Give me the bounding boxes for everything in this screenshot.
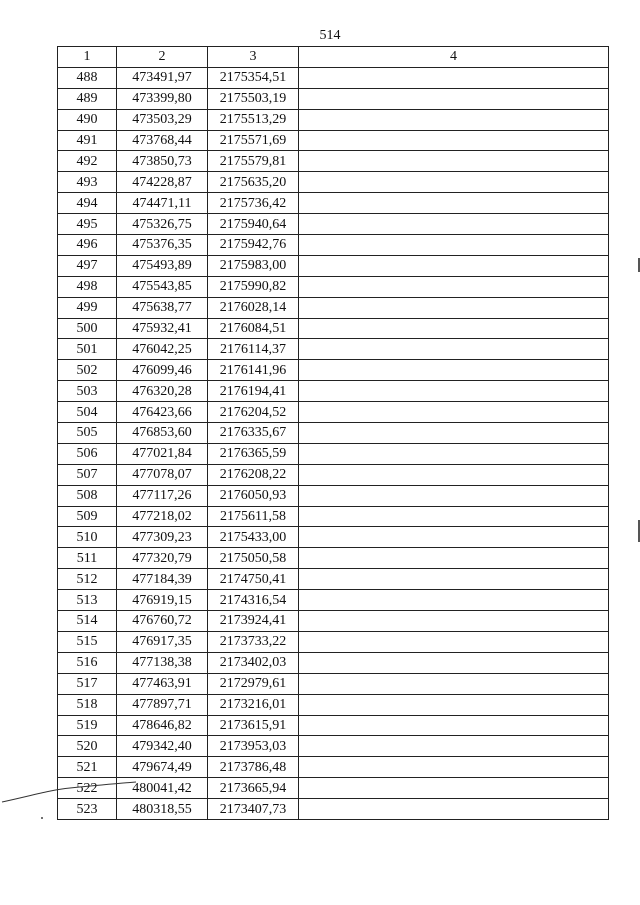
table-cell-col-4 <box>299 151 609 172</box>
table-cell-col-4 <box>299 778 609 799</box>
table-row <box>58 485 609 506</box>
table-cell-col-1: 518 <box>58 694 117 715</box>
table-cell-col-2: 475638,77 <box>117 297 208 318</box>
table-row <box>58 652 609 673</box>
table-body <box>58 67 609 819</box>
table-row <box>58 193 609 214</box>
table-cell-col-2: 476853,60 <box>117 423 208 444</box>
table-cell-col-3: 2173953,03 <box>208 736 299 757</box>
table-cell-col-4 <box>299 172 609 193</box>
table-cell-col-4 <box>299 109 609 130</box>
table-cell-col-3: 2175611,58 <box>208 506 299 527</box>
table-cell-col-2: 475376,35 <box>117 235 208 256</box>
table-cell-col-1: 502 <box>58 360 117 381</box>
table-cell-col-3: 2175571,69 <box>208 130 299 151</box>
table-row <box>58 443 609 464</box>
table-cell-col-2: 476423,66 <box>117 402 208 423</box>
table-row <box>58 527 609 548</box>
table-cell-col-3: 2176114,37 <box>208 339 299 360</box>
table-cell-col-3: 2172979,61 <box>208 673 299 694</box>
table-cell-col-4 <box>299 297 609 318</box>
table-cell-col-4 <box>299 255 609 276</box>
table-cell-col-2: 475493,89 <box>117 255 208 276</box>
table-cell-col-3: 2176204,52 <box>208 402 299 423</box>
table-cell-col-1: 488 <box>58 67 117 88</box>
table-cell-col-4 <box>299 506 609 527</box>
table-cell-col-2: 473399,80 <box>117 88 208 109</box>
table-cell-col-1: 492 <box>58 151 117 172</box>
table-cell-col-1: 508 <box>58 485 117 506</box>
table-row <box>58 757 609 778</box>
table-cell-col-4 <box>299 443 609 464</box>
table-cell-col-2: 473768,44 <box>117 130 208 151</box>
table-row <box>58 214 609 235</box>
table-row <box>58 109 609 130</box>
table-cell-col-4 <box>299 88 609 109</box>
table-cell-col-3: 2175983,00 <box>208 255 299 276</box>
table-cell-col-1: 497 <box>58 255 117 276</box>
table-cell-col-2: 476042,25 <box>117 339 208 360</box>
table-cell-col-1: 510 <box>58 527 117 548</box>
table-cell-col-1: 496 <box>58 235 117 256</box>
table-cell-col-2: 477138,38 <box>117 652 208 673</box>
table-cell-col-1: 499 <box>58 297 117 318</box>
table-cell-col-3: 2176194,41 <box>208 381 299 402</box>
table-cell-col-3: 2176335,67 <box>208 423 299 444</box>
table-row <box>58 235 609 256</box>
table-cell-col-1: 517 <box>58 673 117 694</box>
table-cell-col-4 <box>299 235 609 256</box>
table-cell-col-2: 479674,49 <box>117 757 208 778</box>
table-cell-col-4 <box>299 590 609 611</box>
table-cell-col-4 <box>299 569 609 590</box>
table-cell-col-2: 473503,29 <box>117 109 208 130</box>
table-cell-col-3: 2175579,81 <box>208 151 299 172</box>
table-row <box>58 611 609 632</box>
table-cell-col-3: 2175635,20 <box>208 172 299 193</box>
table-cell-col-3: 2176050,93 <box>208 485 299 506</box>
table-cell-col-3: 2175942,76 <box>208 235 299 256</box>
table-cell-col-2: 477218,02 <box>117 506 208 527</box>
header-cell-2: 2 <box>117 47 208 68</box>
page-number: 514 <box>319 28 341 43</box>
table-cell-col-4 <box>299 214 609 235</box>
table-cell-col-2: 477078,07 <box>117 464 208 485</box>
table-cell-col-1: 523 <box>58 799 117 820</box>
table-cell-col-2: 476760,72 <box>117 611 208 632</box>
table-cell-col-2: 476320,28 <box>117 381 208 402</box>
table-row <box>58 130 609 151</box>
table-cell-col-4 <box>299 715 609 736</box>
table-cell-col-1: 513 <box>58 590 117 611</box>
table-cell-col-1: 504 <box>58 402 117 423</box>
table-cell-col-4 <box>299 757 609 778</box>
table-cell-col-2: 477897,71 <box>117 694 208 715</box>
table-row <box>58 569 609 590</box>
table-row <box>58 318 609 339</box>
table-row <box>58 715 609 736</box>
table-cell-col-1: 491 <box>58 130 117 151</box>
table-cell-col-4 <box>299 611 609 632</box>
table-cell-col-1: 522 <box>58 778 117 799</box>
table-cell-col-3: 2176365,59 <box>208 443 299 464</box>
table-cell-col-2: 476917,35 <box>117 631 208 652</box>
table-cell-col-4 <box>299 402 609 423</box>
table-cell-col-1: 494 <box>58 193 117 214</box>
table-cell-col-3: 2175513,29 <box>208 109 299 130</box>
table-row <box>58 736 609 757</box>
table-cell-col-3: 2176084,51 <box>208 318 299 339</box>
table-cell-col-2: 475326,75 <box>117 214 208 235</box>
table-cell-col-1: 519 <box>58 715 117 736</box>
table-cell-col-2: 473491,97 <box>117 67 208 88</box>
table-cell-col-3: 2175433,00 <box>208 527 299 548</box>
table-cell-col-4 <box>299 694 609 715</box>
table-row <box>58 339 609 360</box>
table-cell-col-1: 520 <box>58 736 117 757</box>
table-cell-col-1: 505 <box>58 423 117 444</box>
header-cell-4: 4 <box>299 47 609 68</box>
table-cell-col-2: 477463,91 <box>117 673 208 694</box>
table-cell-col-3: 2175050,58 <box>208 548 299 569</box>
table-cell-col-2: 476099,46 <box>117 360 208 381</box>
table-cell-col-3: 2175354,51 <box>208 67 299 88</box>
table-cell-col-4 <box>299 631 609 652</box>
table-cell-col-1: 515 <box>58 631 117 652</box>
table-cell-col-3: 2174316,54 <box>208 590 299 611</box>
table-row <box>58 255 609 276</box>
header-cell-1: 1 <box>58 47 117 68</box>
table-cell-col-1: 498 <box>58 276 117 297</box>
table-cell-col-2: 474471,11 <box>117 193 208 214</box>
table-cell-col-4 <box>299 673 609 694</box>
table-row <box>58 172 609 193</box>
table-cell-col-4 <box>299 381 609 402</box>
table-row <box>58 548 609 569</box>
table-row <box>58 297 609 318</box>
table-cell-col-2: 478646,82 <box>117 715 208 736</box>
table-row <box>58 590 609 611</box>
table-cell-col-4 <box>299 485 609 506</box>
table-cell-col-3: 2173615,91 <box>208 715 299 736</box>
table-cell-col-4 <box>299 423 609 444</box>
table-cell-col-2: 479342,40 <box>117 736 208 757</box>
table-cell-col-3: 2173402,03 <box>208 652 299 673</box>
table-cell-col-4 <box>299 193 609 214</box>
table-cell-col-4 <box>299 130 609 151</box>
table-row <box>58 276 609 297</box>
table-cell-col-3: 2173733,22 <box>208 631 299 652</box>
table-cell-col-2: 480041,42 <box>117 778 208 799</box>
table-cell-col-2: 477309,23 <box>117 527 208 548</box>
table-row <box>58 381 609 402</box>
table-cell-col-1: 500 <box>58 318 117 339</box>
table-cell-col-4 <box>299 464 609 485</box>
table-cell-col-2: 474228,87 <box>117 172 208 193</box>
table-cell-col-3: 2173407,73 <box>208 799 299 820</box>
table-cell-col-1: 490 <box>58 109 117 130</box>
table-cell-col-2: 476919,15 <box>117 590 208 611</box>
table-cell-col-1: 521 <box>58 757 117 778</box>
table-row <box>58 799 609 820</box>
table-cell-col-4 <box>299 67 609 88</box>
table-cell-col-2: 477021,84 <box>117 443 208 464</box>
table-cell-col-3: 2176208,22 <box>208 464 299 485</box>
table-row <box>58 506 609 527</box>
table-cell-col-4 <box>299 548 609 569</box>
table-cell-col-3: 2176141,96 <box>208 360 299 381</box>
table-row <box>58 402 609 423</box>
table-cell-col-3: 2173665,94 <box>208 778 299 799</box>
table-cell-col-2: 477320,79 <box>117 548 208 569</box>
table-cell-col-3: 2175736,42 <box>208 193 299 214</box>
table-row <box>58 778 609 799</box>
table-row <box>58 151 609 172</box>
table-row <box>58 673 609 694</box>
table-row <box>58 88 609 109</box>
table-cell-col-1: 516 <box>58 652 117 673</box>
table-cell-col-4 <box>299 318 609 339</box>
table-cell-col-4 <box>299 799 609 820</box>
table-cell-col-2: 477117,26 <box>117 485 208 506</box>
table-cell-col-4 <box>299 360 609 381</box>
table-cell-col-4 <box>299 736 609 757</box>
table-cell-col-4 <box>299 276 609 297</box>
table-cell-col-4 <box>299 652 609 673</box>
table-cell-col-3: 2173216,01 <box>208 694 299 715</box>
table-cell-col-1: 506 <box>58 443 117 464</box>
table-cell-col-3: 2173924,41 <box>208 611 299 632</box>
table-cell-col-1: 509 <box>58 506 117 527</box>
table-cell-col-1: 489 <box>58 88 117 109</box>
table-cell-col-3: 2175940,64 <box>208 214 299 235</box>
table-cell-col-1: 507 <box>58 464 117 485</box>
table-row <box>58 631 609 652</box>
table-cell-col-1: 501 <box>58 339 117 360</box>
table-cell-col-3: 2176028,14 <box>208 297 299 318</box>
table-cell-col-2: 473850,73 <box>117 151 208 172</box>
table-row <box>58 360 609 381</box>
table-cell-col-4 <box>299 527 609 548</box>
table-cell-col-3: 2175990,82 <box>208 276 299 297</box>
table-row <box>58 464 609 485</box>
table-cell-col-1: 493 <box>58 172 117 193</box>
table-cell-col-3: 2173786,48 <box>208 757 299 778</box>
table-row <box>58 67 609 88</box>
table-row <box>58 423 609 444</box>
table-cell-col-1: 495 <box>58 214 117 235</box>
table-cell-col-2: 475932,41 <box>117 318 208 339</box>
table-cell-col-3: 2175503,19 <box>208 88 299 109</box>
table-cell-col-3: 2174750,41 <box>208 569 299 590</box>
table-cell-col-2: 477184,39 <box>117 569 208 590</box>
table-cell-col-1: 503 <box>58 381 117 402</box>
table-cell-col-1: 511 <box>58 548 117 569</box>
coordinates-table <box>57 46 609 820</box>
table-cell-col-4 <box>299 339 609 360</box>
table-cell-col-2: 475543,85 <box>117 276 208 297</box>
table-header-row <box>58 47 609 68</box>
table-cell-col-1: 512 <box>58 569 117 590</box>
table-row <box>58 694 609 715</box>
table-cell-col-1: 514 <box>58 611 117 632</box>
table-cell-col-2: 480318,55 <box>117 799 208 820</box>
header-cell-3: 3 <box>208 47 299 68</box>
